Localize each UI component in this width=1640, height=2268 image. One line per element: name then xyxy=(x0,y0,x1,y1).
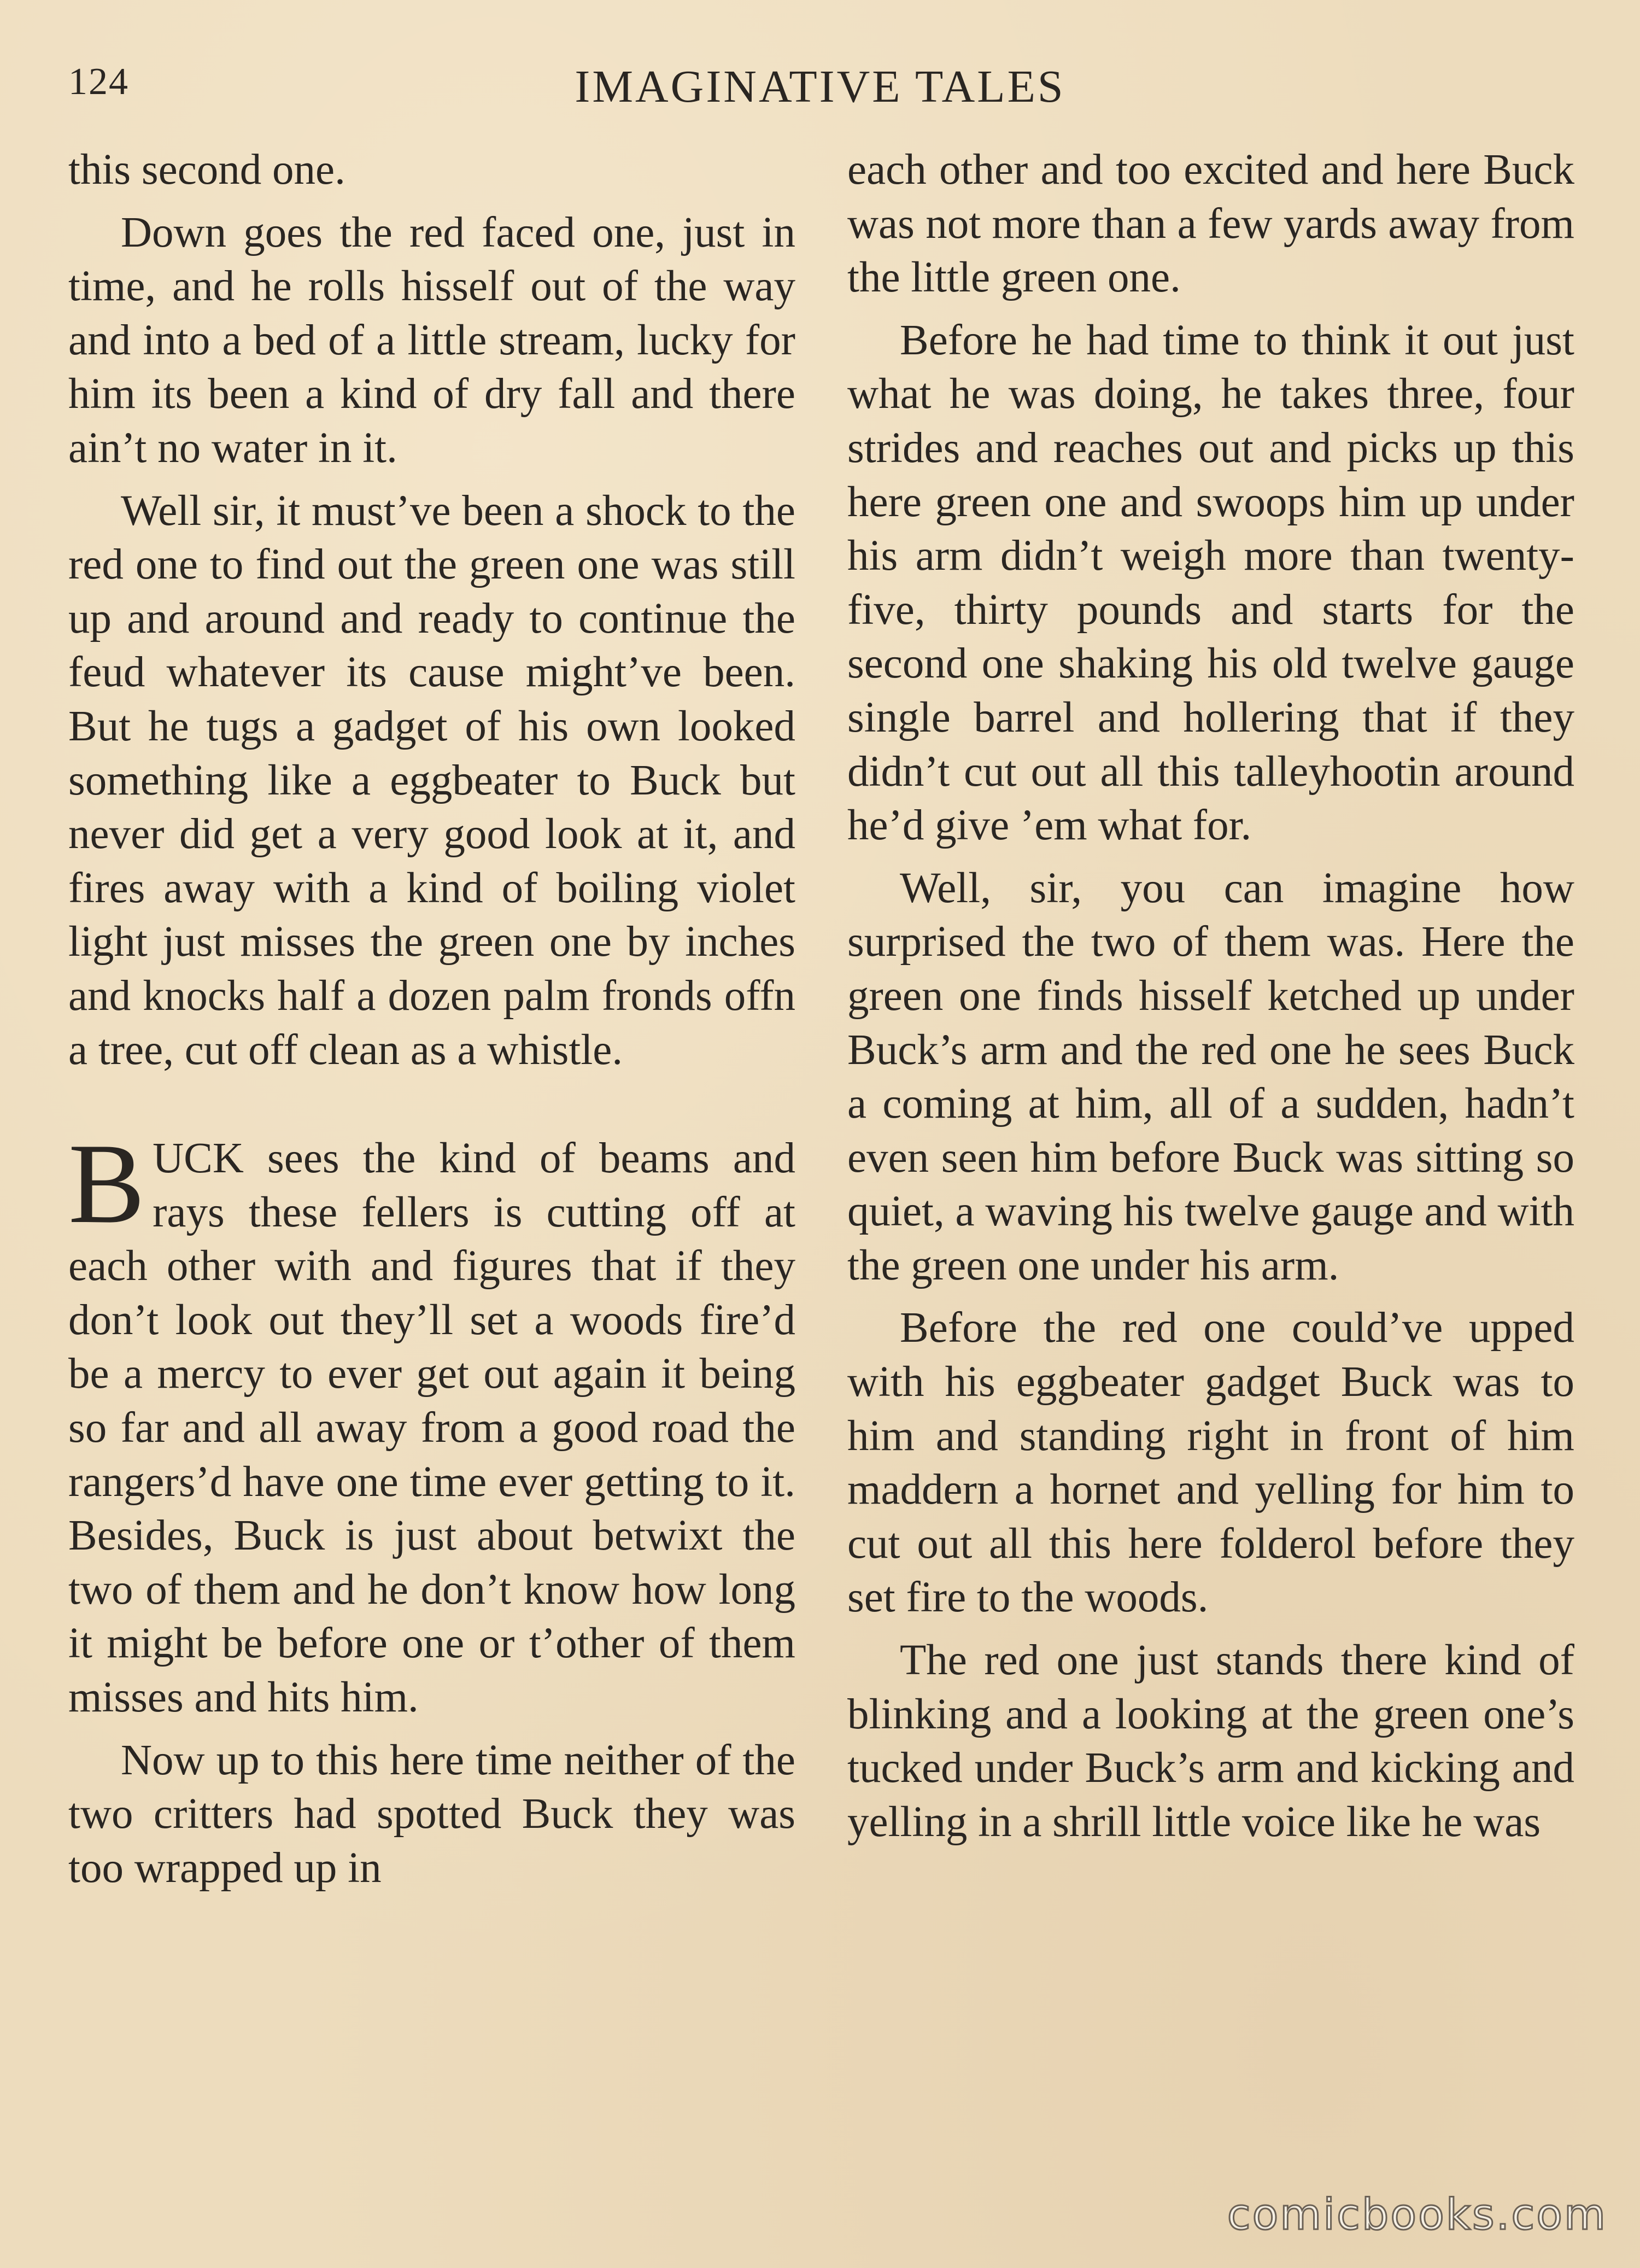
paragraph: each other and too excited and here Buck was not more than a few yards away from the little green one. xyxy=(847,146,1574,302)
section-opening-paragraph xyxy=(68,1120,795,1725)
page-header xyxy=(68,60,1572,115)
paragraph: this second one. xyxy=(68,146,345,194)
paragraph: Before he had time to think it out just what he was doing, he takes three, four strides and reaches out and picks up this here green one and swoops him up under his arm didn’t weigh more than twenty-five, thirty pounds and starts for the second one shaking his old twelve gauge single barrel and hollering that if they didn’t cut out all this talleyhootin around he’d give ’em what for. xyxy=(847,316,1574,850)
paragraph: Well, sir, you can imagine how surprised the two of them was. Here the green one finds hisself ketched up under Buck’s arm and the red one he sees Buck a coming at him, all of a sudden, hadn’t even seen him before Buck was sitting so quiet, a waving his twelve gauge and with the green one under his arm. xyxy=(847,864,1574,1289)
paragraph: Well sir, it must’ve been a shock to the red one to find out the green one was still up and around and ready to continue the feud whatever its cause might’ve been. But he tugs a gadget of his own looked something like a eggbeater to Buck but never did get a very good look at it, and fires away with a kind of boiling violet light just misses the green one by inches and knocks half a dozen palm fronds offn a tree, cut off clean as a whistle. xyxy=(68,487,795,1074)
drop-cap: B xyxy=(68,1120,145,1248)
running-title: IMAGINATIVE TALES xyxy=(575,61,1065,112)
source-watermark: comicbooks.com xyxy=(1227,2190,1607,2240)
paragraph: The red one just stands there kind of blinking and a looking at the green one’s tucked under Buck’s arm and kicking and yelling in a shrill little voice like he was xyxy=(847,1636,1574,1846)
paragraph: Down goes the red faced one, just in time, and he rolls hisself out of the way and into a bed of a little stream, lucky for him its been a kind of dry fall and there ain’t no water in it. xyxy=(68,208,795,472)
section-opening-text: UCK sees the kind of beams and rays these fellers is cutting off at each other with and figures that if they don’t look out they’ll set a woods fire’d be a mercy to ever get out again it being so far and all away from a good road the rangers’d have one time ever getting to it. Besides, Buck is just about betwixt the two of them and he don’t know how long it might be before one or t’other of them misses and hits him. xyxy=(68,1135,795,1722)
page-number: 124 xyxy=(68,61,129,103)
paragraph: Now up to this here time neither of the two critters had spotted Buck they was too wrapped up in xyxy=(68,1736,795,1892)
right-column xyxy=(847,143,1574,1858)
left-column xyxy=(68,143,795,1904)
paragraph: Before the red one could’ve upped with his eggbeater gadget Buck was to him and standing right in front of him maddern a hornet and yelling for him to cut out all this here folderol before they set fire to the woods. xyxy=(847,1304,1574,1622)
